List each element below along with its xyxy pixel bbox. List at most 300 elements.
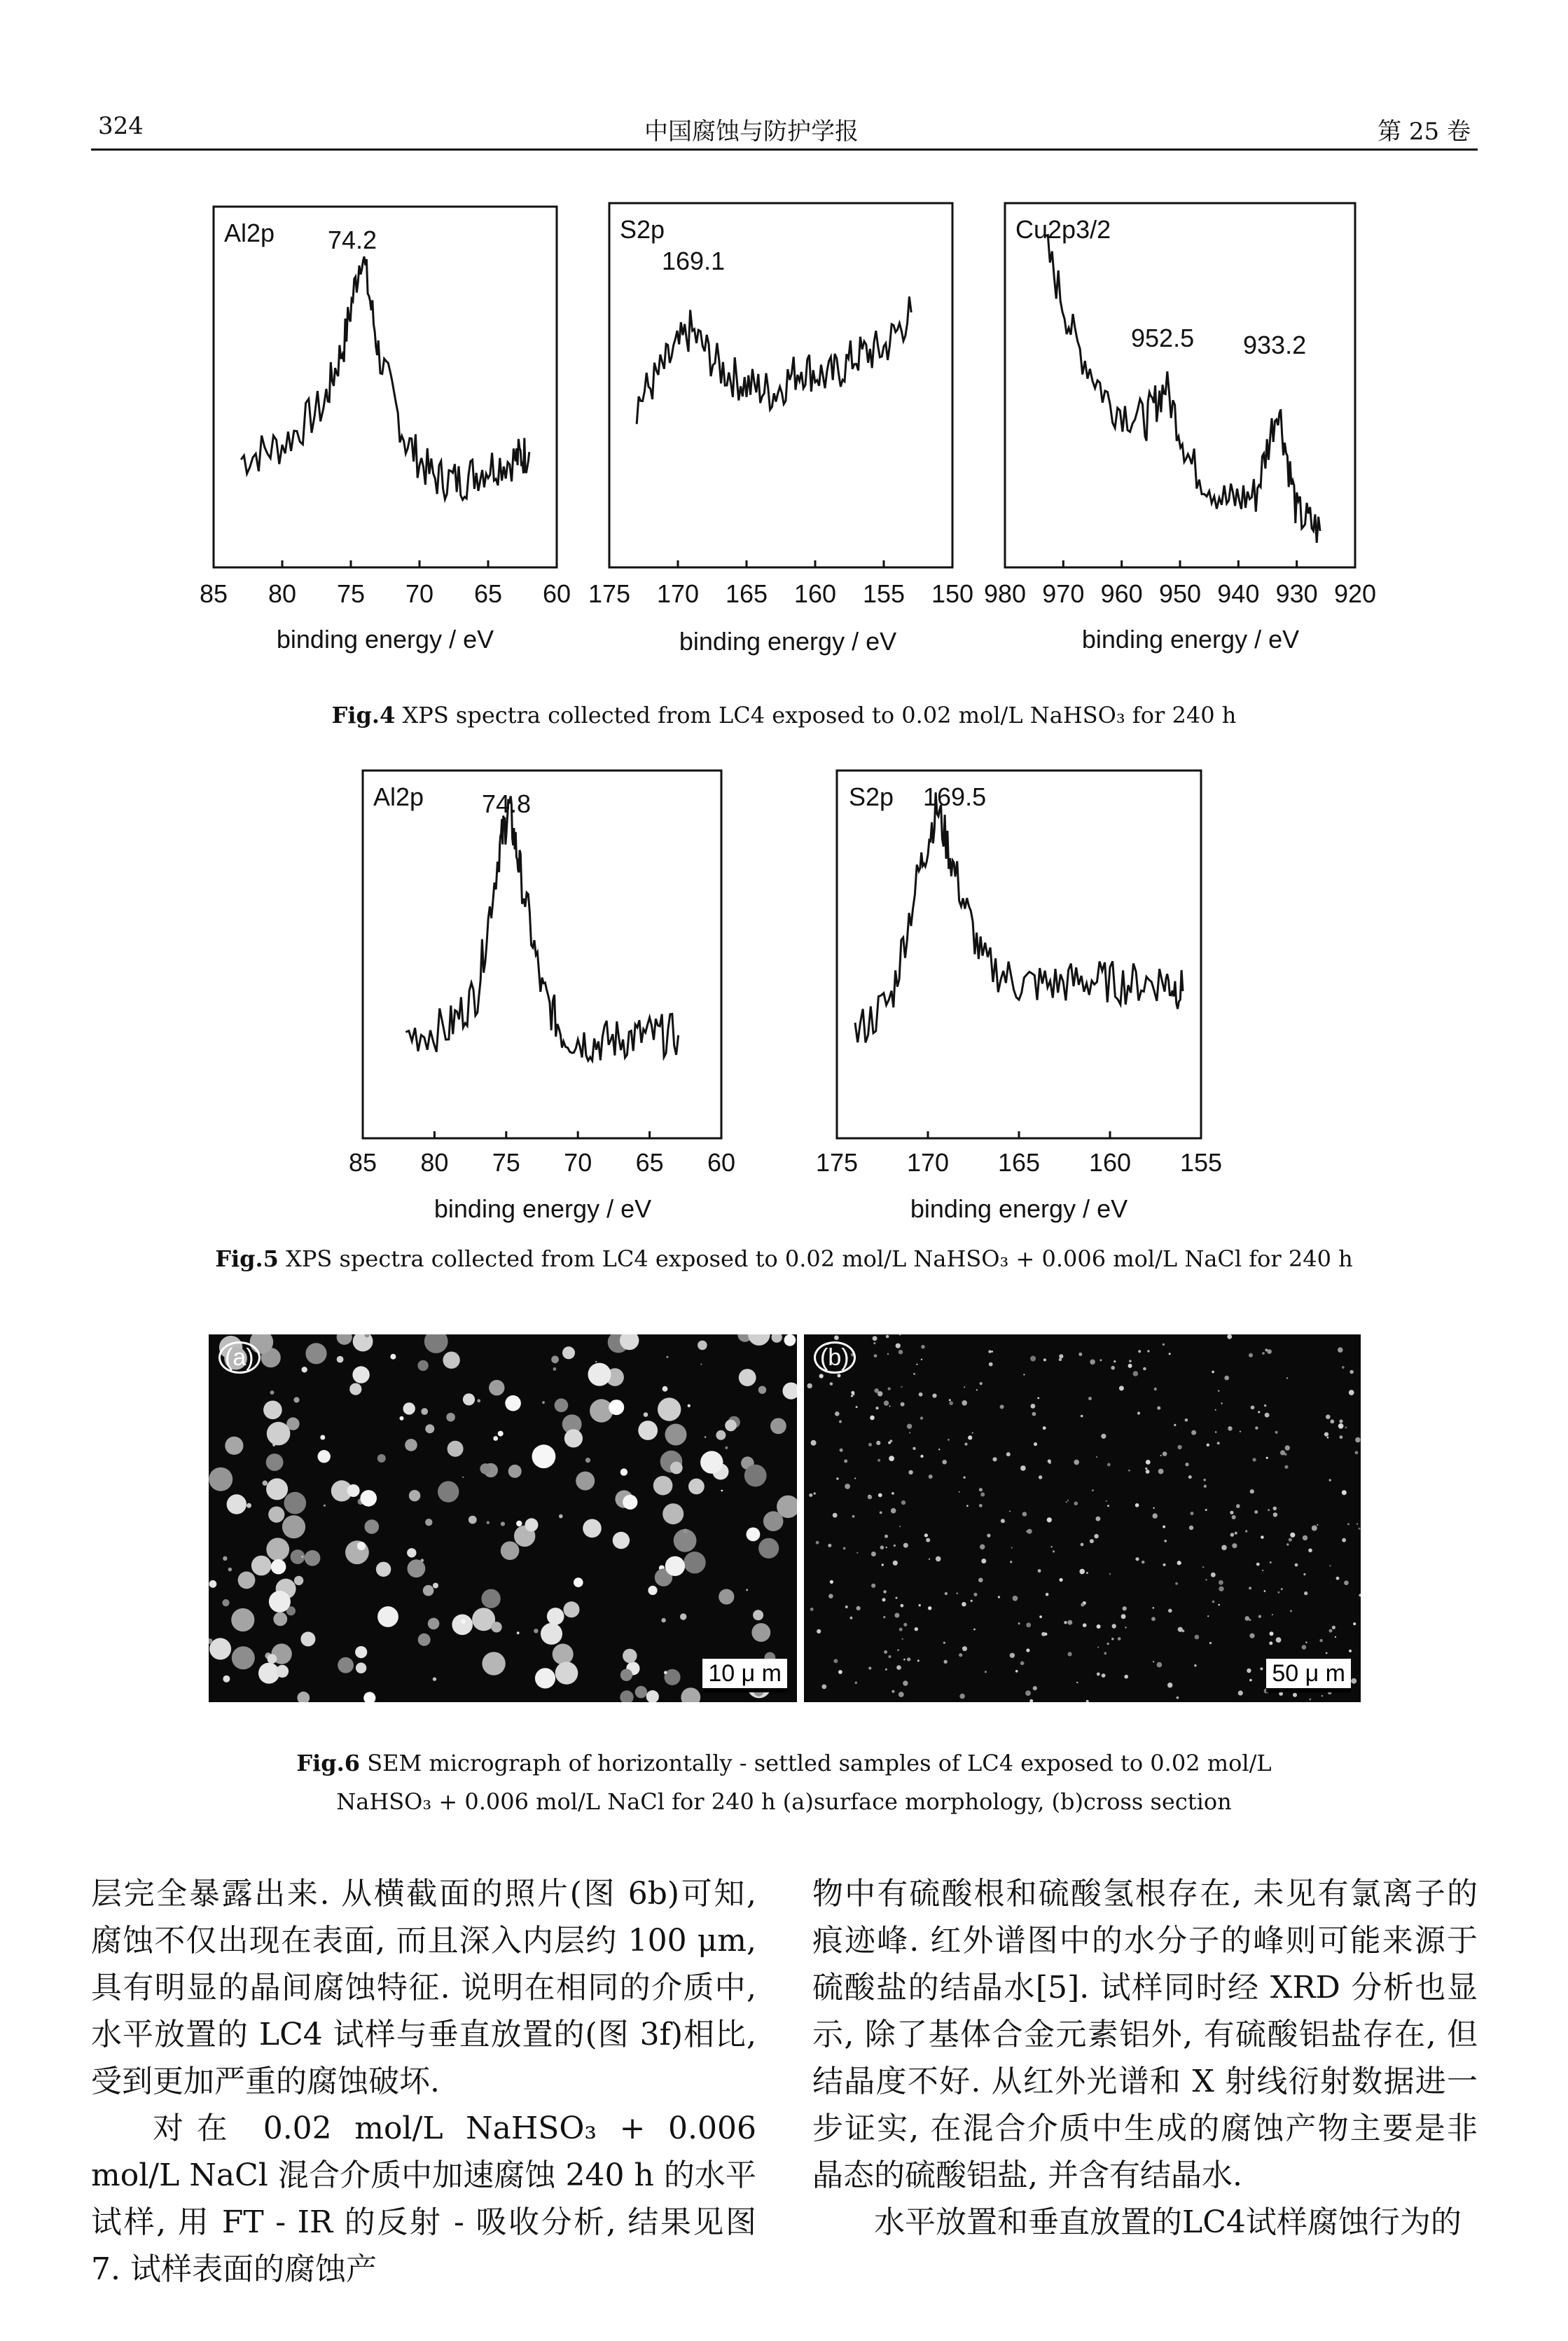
sem-particle (1308, 1549, 1312, 1553)
sem-particle (1258, 1615, 1261, 1618)
sem-particle (980, 1493, 985, 1497)
sem-particle (1067, 1620, 1072, 1625)
sem-particle (638, 1421, 658, 1440)
sem-particle (1066, 1501, 1067, 1503)
sem-particle (959, 1694, 965, 1699)
sem-particle (664, 1671, 667, 1674)
sem-particle (517, 1631, 520, 1634)
sem-particle (223, 1676, 230, 1683)
sem-particle (886, 1547, 887, 1548)
sem-particle (971, 1600, 973, 1602)
sem-particle (1281, 1588, 1283, 1590)
sem-particle (1178, 1627, 1183, 1632)
sem-particle (987, 1534, 990, 1538)
x-tick-label: 950 (1158, 579, 1202, 608)
sem-particle (662, 1503, 684, 1524)
sem-particle (830, 1382, 833, 1386)
sem-particle (1102, 1673, 1106, 1678)
sem-particle (1286, 1543, 1289, 1545)
sem-particle (1020, 1465, 1026, 1471)
sem-particle (209, 1580, 217, 1588)
sem-particle (1309, 1699, 1311, 1701)
sem-particle (1119, 1386, 1124, 1390)
sem-particle (845, 1605, 848, 1608)
sem-particle (1078, 1353, 1082, 1356)
sem-particle (357, 1542, 366, 1550)
sem-particle (921, 1359, 922, 1360)
x-tick-label: 75 (336, 579, 366, 608)
sem-particle (1338, 1347, 1343, 1353)
sem-particle (896, 1597, 898, 1599)
sem-particle (1304, 1591, 1307, 1595)
sem-particle (1168, 1609, 1172, 1613)
sem-particle (425, 1519, 432, 1526)
sem-particle (1319, 1639, 1323, 1643)
sem-particle (1025, 1690, 1031, 1696)
sem-particle (1221, 1545, 1227, 1551)
sem-particle (420, 1559, 424, 1562)
sem-particle (814, 1492, 816, 1494)
sem-particle (1081, 1543, 1084, 1547)
sem-particle (408, 1559, 426, 1577)
x-axis-title: binding energy / eV (1081, 625, 1300, 654)
sem-particle (1094, 1534, 1098, 1538)
paragraph: 对在 0.02 mol/L NaHSO₃ + 0.006 mol/L NaCl 混合介质中加速腐蚀 240 h 的水平试样, 用 FT - IR 的反射 - 吸收分析, 结果见图 7. 试样表面的腐蚀产 (91, 2111, 756, 2287)
sem-particle (809, 1493, 812, 1497)
sem-particle (899, 1526, 901, 1527)
sem-particle (542, 1401, 545, 1404)
sem-particle (337, 1334, 352, 1345)
paragraph: 层完全暴露出来. 从横截面的照片(图 6b)可知, 腐蚀不仅出现在表面, 而且深入内层约 100 μm, 具有明显的晶间腐蚀特征. 说明在相同的介质中, 水平放置的 LC4 试样与垂直放置的(图 3f)相比, 受到更加严重的腐蚀破坏. (91, 1876, 756, 2099)
sem-particle (1046, 1593, 1049, 1596)
sem-particle (938, 1449, 940, 1450)
sem-particle (1267, 1349, 1272, 1354)
sem-particle (835, 1411, 840, 1416)
sem-particle (1249, 1679, 1252, 1682)
sem-particle (272, 1444, 275, 1446)
sem-particle (1112, 1624, 1116, 1628)
sem-particle (1238, 1690, 1243, 1695)
sem-particle (1252, 1458, 1256, 1461)
sem-particle (1194, 1664, 1196, 1666)
fig6-caption (0, 1744, 1568, 1821)
sem-particle (447, 1441, 464, 1457)
sem-particle (1265, 1413, 1270, 1418)
sem-particle (487, 1521, 490, 1524)
sem-particle (942, 1460, 947, 1465)
sem-particle (1074, 1502, 1078, 1506)
sem-particle (620, 1690, 633, 1702)
sem-particle (1153, 1513, 1158, 1518)
sem-particle (1015, 1670, 1018, 1673)
sem-particle (1118, 1637, 1121, 1641)
sem-particle (1106, 1500, 1107, 1502)
sem-particle (670, 1462, 683, 1475)
sem-particle (271, 1559, 286, 1575)
sem-particle (849, 1617, 852, 1620)
sem-particle (585, 1458, 590, 1463)
sem-particle (1090, 1360, 1095, 1365)
sem-particle (899, 1692, 904, 1697)
sem-particle (564, 1429, 583, 1447)
paragraph: 水平放置和垂直放置的LC4试样腐蚀行为的 (874, 2204, 1462, 2240)
sem-panel-label: (b) (814, 1341, 856, 1374)
sem-particle (907, 1424, 912, 1429)
sem-particle (833, 1659, 838, 1663)
sem-particle (1086, 1572, 1088, 1574)
sem-particle (1330, 1419, 1334, 1423)
sem-particle (1163, 1451, 1167, 1456)
sem-particle (407, 1548, 416, 1557)
sem-particle (263, 1481, 268, 1486)
sem-particle (1342, 1366, 1345, 1369)
sem-particle (1218, 1390, 1220, 1392)
sem-particle (1212, 1601, 1215, 1603)
sem-particle (902, 1638, 903, 1640)
plot-frame (363, 771, 721, 1138)
sem-particle (1163, 1526, 1165, 1528)
sem-particle (1009, 1511, 1011, 1512)
sem-particle (839, 1421, 842, 1423)
sem-particle (1030, 1356, 1036, 1362)
sem-particle (901, 1402, 905, 1407)
x-tick-label: 165 (997, 1148, 1041, 1177)
sem-particle (1353, 1622, 1356, 1625)
x-tick-label: 940 (1217, 579, 1260, 608)
x-tick-label: 80 (420, 1148, 449, 1177)
sem-particle (421, 1408, 428, 1415)
sem-particle (854, 1477, 856, 1479)
sem-particle (957, 1593, 958, 1594)
sem-particle (1317, 1524, 1318, 1526)
sem-particle (1349, 1390, 1354, 1395)
sem-particle (562, 1346, 575, 1359)
sem-particle (1269, 1641, 1272, 1645)
sem-particle (318, 1450, 331, 1463)
sem-particle (302, 1367, 307, 1372)
sem-particle (1128, 1470, 1130, 1472)
sem-particle (1284, 1465, 1288, 1469)
sem-particle (903, 1659, 906, 1661)
caption-label: Fig.5 (215, 1245, 279, 1272)
sem-particle (498, 1431, 504, 1437)
sem-particle (1327, 1437, 1329, 1439)
sem-particle (284, 1492, 307, 1514)
sem-particle (1290, 1533, 1295, 1538)
sem-particle (1086, 1700, 1089, 1702)
sem-particle (553, 1367, 557, 1371)
sem-particle (1160, 1455, 1162, 1456)
sem-particle (661, 1618, 665, 1622)
sem-particle (903, 1623, 907, 1627)
sem-particle (409, 1490, 420, 1501)
sem-particle (363, 1692, 375, 1702)
sem-particle (1355, 1437, 1361, 1443)
fig5-panel-al2p (349, 771, 735, 1223)
x-axis-title: binding energy / eV (910, 1194, 1128, 1223)
sem-particle (698, 1341, 707, 1351)
sem-particle (1177, 1697, 1179, 1699)
sem-particle (871, 1584, 875, 1588)
sem-particle (428, 1618, 440, 1630)
sem-particle (662, 1386, 668, 1392)
sem-particle (1100, 1359, 1102, 1361)
sem-particle (268, 1654, 277, 1664)
sem-particle (929, 1475, 933, 1479)
sem-particle (739, 1369, 756, 1386)
sem-particle (989, 1362, 993, 1367)
sem-particle (897, 1649, 899, 1651)
sem-particle (980, 1382, 983, 1385)
sem-particle (231, 1608, 254, 1631)
spectrum-line (855, 792, 1183, 1042)
sem-particle (1276, 1637, 1282, 1643)
sem-particle (981, 1559, 986, 1563)
x-tick-label: 165 (725, 579, 768, 608)
sem-texture-b (804, 1334, 1361, 1702)
sem-particle (1329, 1629, 1333, 1633)
sem-particle (623, 1649, 637, 1663)
sem-particle (877, 1459, 880, 1462)
sem-particle (1079, 1569, 1085, 1575)
x-tick-label: 70 (564, 1148, 592, 1177)
sem-particle (886, 1335, 889, 1339)
sem-particle (417, 1360, 428, 1371)
sem-particle (347, 1484, 360, 1497)
sem-particle (1174, 1424, 1176, 1426)
sem-particle (269, 1591, 291, 1613)
sem-particle (1037, 1397, 1039, 1400)
sem-particle (1221, 1402, 1222, 1404)
sem-particle (884, 1400, 889, 1405)
sem-particle (1107, 1643, 1109, 1645)
sem-particle (926, 1538, 930, 1542)
sem-particle (609, 1400, 624, 1415)
sem-particle (297, 1692, 310, 1702)
sem-particle (1053, 1550, 1055, 1552)
scale-bar: 50 μ m (1266, 1659, 1351, 1692)
sem-particle (1329, 1479, 1331, 1481)
sem-particle (1081, 1603, 1084, 1606)
sem-particle (1254, 1510, 1258, 1514)
sem-particle (424, 1334, 448, 1353)
sem-particle (834, 1335, 839, 1340)
sem-particle (1101, 1434, 1106, 1439)
sem-particle (1048, 1459, 1051, 1463)
sem-particle (784, 1334, 796, 1346)
sem-particle (948, 1439, 950, 1441)
sem-particle (1146, 1470, 1150, 1474)
sem-particle (913, 1373, 915, 1375)
sem-particle (1191, 1512, 1194, 1515)
sem-particle (893, 1561, 898, 1566)
sem-particle (1229, 1426, 1230, 1428)
sem-particle (377, 1606, 398, 1627)
journal-title: 中国腐蚀与防护学报 (644, 118, 859, 146)
sem-particle (1261, 1535, 1264, 1539)
sem-particle (894, 1613, 899, 1618)
x-tick-label: 160 (793, 579, 837, 608)
sem-particle (772, 1334, 782, 1343)
x-tick-label: 65 (473, 579, 503, 608)
sem-particle (547, 1608, 564, 1625)
sem-particle (293, 1397, 299, 1402)
sem-particle (949, 1399, 951, 1401)
sem-particle (1137, 1411, 1140, 1414)
sem-particle (559, 1514, 563, 1519)
sem-particle (891, 1690, 894, 1693)
sem-particle (887, 1353, 889, 1355)
sem-particle (1143, 1367, 1146, 1371)
sem-particle (962, 1646, 967, 1651)
sem-particle (1185, 1418, 1188, 1422)
sem-particle (932, 1393, 936, 1397)
sem-particle (744, 1465, 767, 1487)
sem-particle (1026, 1622, 1031, 1627)
sem-particle (915, 1627, 918, 1631)
x-tick-label: 930 (1275, 579, 1318, 608)
sem-particle (770, 1418, 786, 1434)
sem-particle (423, 1585, 434, 1596)
sem-particle (505, 1395, 521, 1411)
sem-particle (1247, 1669, 1251, 1673)
sem-particle (896, 1665, 901, 1670)
sem-particle (665, 1424, 687, 1446)
sem-particle (1357, 1524, 1358, 1525)
sem-particle (1111, 1638, 1113, 1640)
sem-particle (899, 1334, 901, 1336)
x-tick-label: 155 (1179, 1148, 1223, 1177)
sem-particle (541, 1623, 562, 1645)
sem-particle (700, 1451, 723, 1473)
sem-particle (908, 1470, 913, 1475)
sem-particle (1329, 1565, 1331, 1566)
caption-line-1: SEM micrograph of horizontally - settled samples of LC4 exposed to 0.02 mol/L (360, 1750, 1272, 1776)
sem-particle (920, 1416, 923, 1419)
sem-particle (889, 1405, 891, 1407)
sem-particle (856, 1406, 858, 1408)
sem-particle (1178, 1445, 1182, 1449)
sem-particle (1342, 1490, 1347, 1495)
sem-particle (944, 1660, 948, 1664)
sem-particle (469, 1516, 477, 1524)
sem-particle (1249, 1587, 1251, 1589)
sem-particle (1113, 1360, 1116, 1362)
sem-particle (716, 1430, 726, 1440)
sem-particle (1217, 1442, 1220, 1444)
sem-particle (1153, 1607, 1155, 1609)
sem-particle (973, 1629, 976, 1631)
sem-panel-a (209, 1334, 797, 1702)
panel-label: S2p (849, 782, 894, 811)
caption-text: XPS spectra collected from LC4 exposed to 0.02 mol/L NaHSO₃ + 0.006 mol/L NaCl for 240 h (278, 1245, 1353, 1272)
sem-particle (270, 1390, 275, 1395)
x-tick-label: 170 (656, 579, 700, 608)
sem-particle (836, 1477, 838, 1479)
sem-particle (1107, 1463, 1111, 1467)
sem-particle (1335, 1636, 1336, 1638)
sem-particle (899, 1350, 903, 1354)
x-tick-label: 75 (492, 1148, 520, 1177)
sem-particle (620, 1669, 632, 1681)
sem-particle (1202, 1566, 1204, 1568)
sem-particle (1010, 1561, 1012, 1563)
x-axis-title: binding energy / eV (679, 627, 897, 656)
sem-particle (819, 1374, 824, 1378)
sem-particle (873, 1342, 875, 1344)
sem-particle (828, 1544, 831, 1547)
sem-particle (516, 1521, 522, 1526)
sem-particle (1255, 1426, 1258, 1429)
sem-particle (913, 1447, 915, 1450)
sem-particle (480, 1463, 490, 1474)
sem-particle (1326, 1652, 1328, 1655)
sem-particle (1342, 1538, 1346, 1542)
sem-particle (1258, 1411, 1260, 1413)
sem-particle (345, 1540, 369, 1564)
sem-particle (1022, 1512, 1027, 1517)
sem-particle (501, 1521, 505, 1526)
body-left-column (91, 1870, 756, 2293)
sem-particle (1018, 1622, 1020, 1624)
sem-particle (433, 1583, 438, 1589)
sem-particle (1215, 1409, 1216, 1411)
sem-particle (1303, 1573, 1305, 1575)
caption-line-2: NaHSO₃ + 0.006 mol/L NaCl for 240 h (a)surface morphology, (b)cross section (336, 1788, 1232, 1815)
sem-particle (1081, 1415, 1083, 1418)
sem-particle (1133, 1371, 1139, 1376)
sem-particle (1147, 1350, 1149, 1352)
sem-particle (501, 1541, 520, 1560)
sem-particle (888, 1387, 891, 1390)
sem-particle (988, 1350, 991, 1353)
sem-particle (884, 1650, 887, 1654)
sem-particle (747, 1528, 761, 1542)
sem-particle (1245, 1616, 1250, 1621)
sem-particle (1351, 1678, 1357, 1684)
sem-particle (1096, 1456, 1097, 1458)
sem-particle (1154, 1388, 1157, 1390)
scale-bar: 10 μ m (702, 1659, 787, 1692)
sem-particle (478, 1399, 481, 1402)
sem-particle (1145, 1468, 1147, 1470)
x-tick-label: 85 (199, 579, 228, 608)
sem-particle (534, 1629, 538, 1633)
sem-particle (268, 1507, 284, 1523)
sem-particle (1312, 1526, 1317, 1531)
sem-particle (462, 1477, 464, 1478)
sem-particle (1129, 1360, 1132, 1362)
sem-particle (874, 1354, 877, 1358)
sem-particle (838, 1670, 842, 1674)
sem-particle (688, 1404, 691, 1407)
sem-particle (1125, 1627, 1126, 1628)
sem-particle (1250, 1489, 1254, 1493)
sem-panel-label: (a) (218, 1341, 261, 1374)
sem-particle (852, 1515, 855, 1518)
sem-particle (1185, 1463, 1188, 1466)
sem-particle (1104, 1652, 1106, 1655)
x-tick-label: 960 (1100, 579, 1143, 608)
sem-particle (251, 1556, 272, 1576)
sem-particle (1111, 1366, 1115, 1370)
sem-particle (400, 1416, 404, 1421)
sem-particle (843, 1547, 846, 1550)
sem-particle (1135, 1503, 1139, 1507)
sem-particle (1215, 1431, 1216, 1432)
sem-particle (891, 1508, 896, 1514)
sem-particle (1128, 1364, 1132, 1368)
